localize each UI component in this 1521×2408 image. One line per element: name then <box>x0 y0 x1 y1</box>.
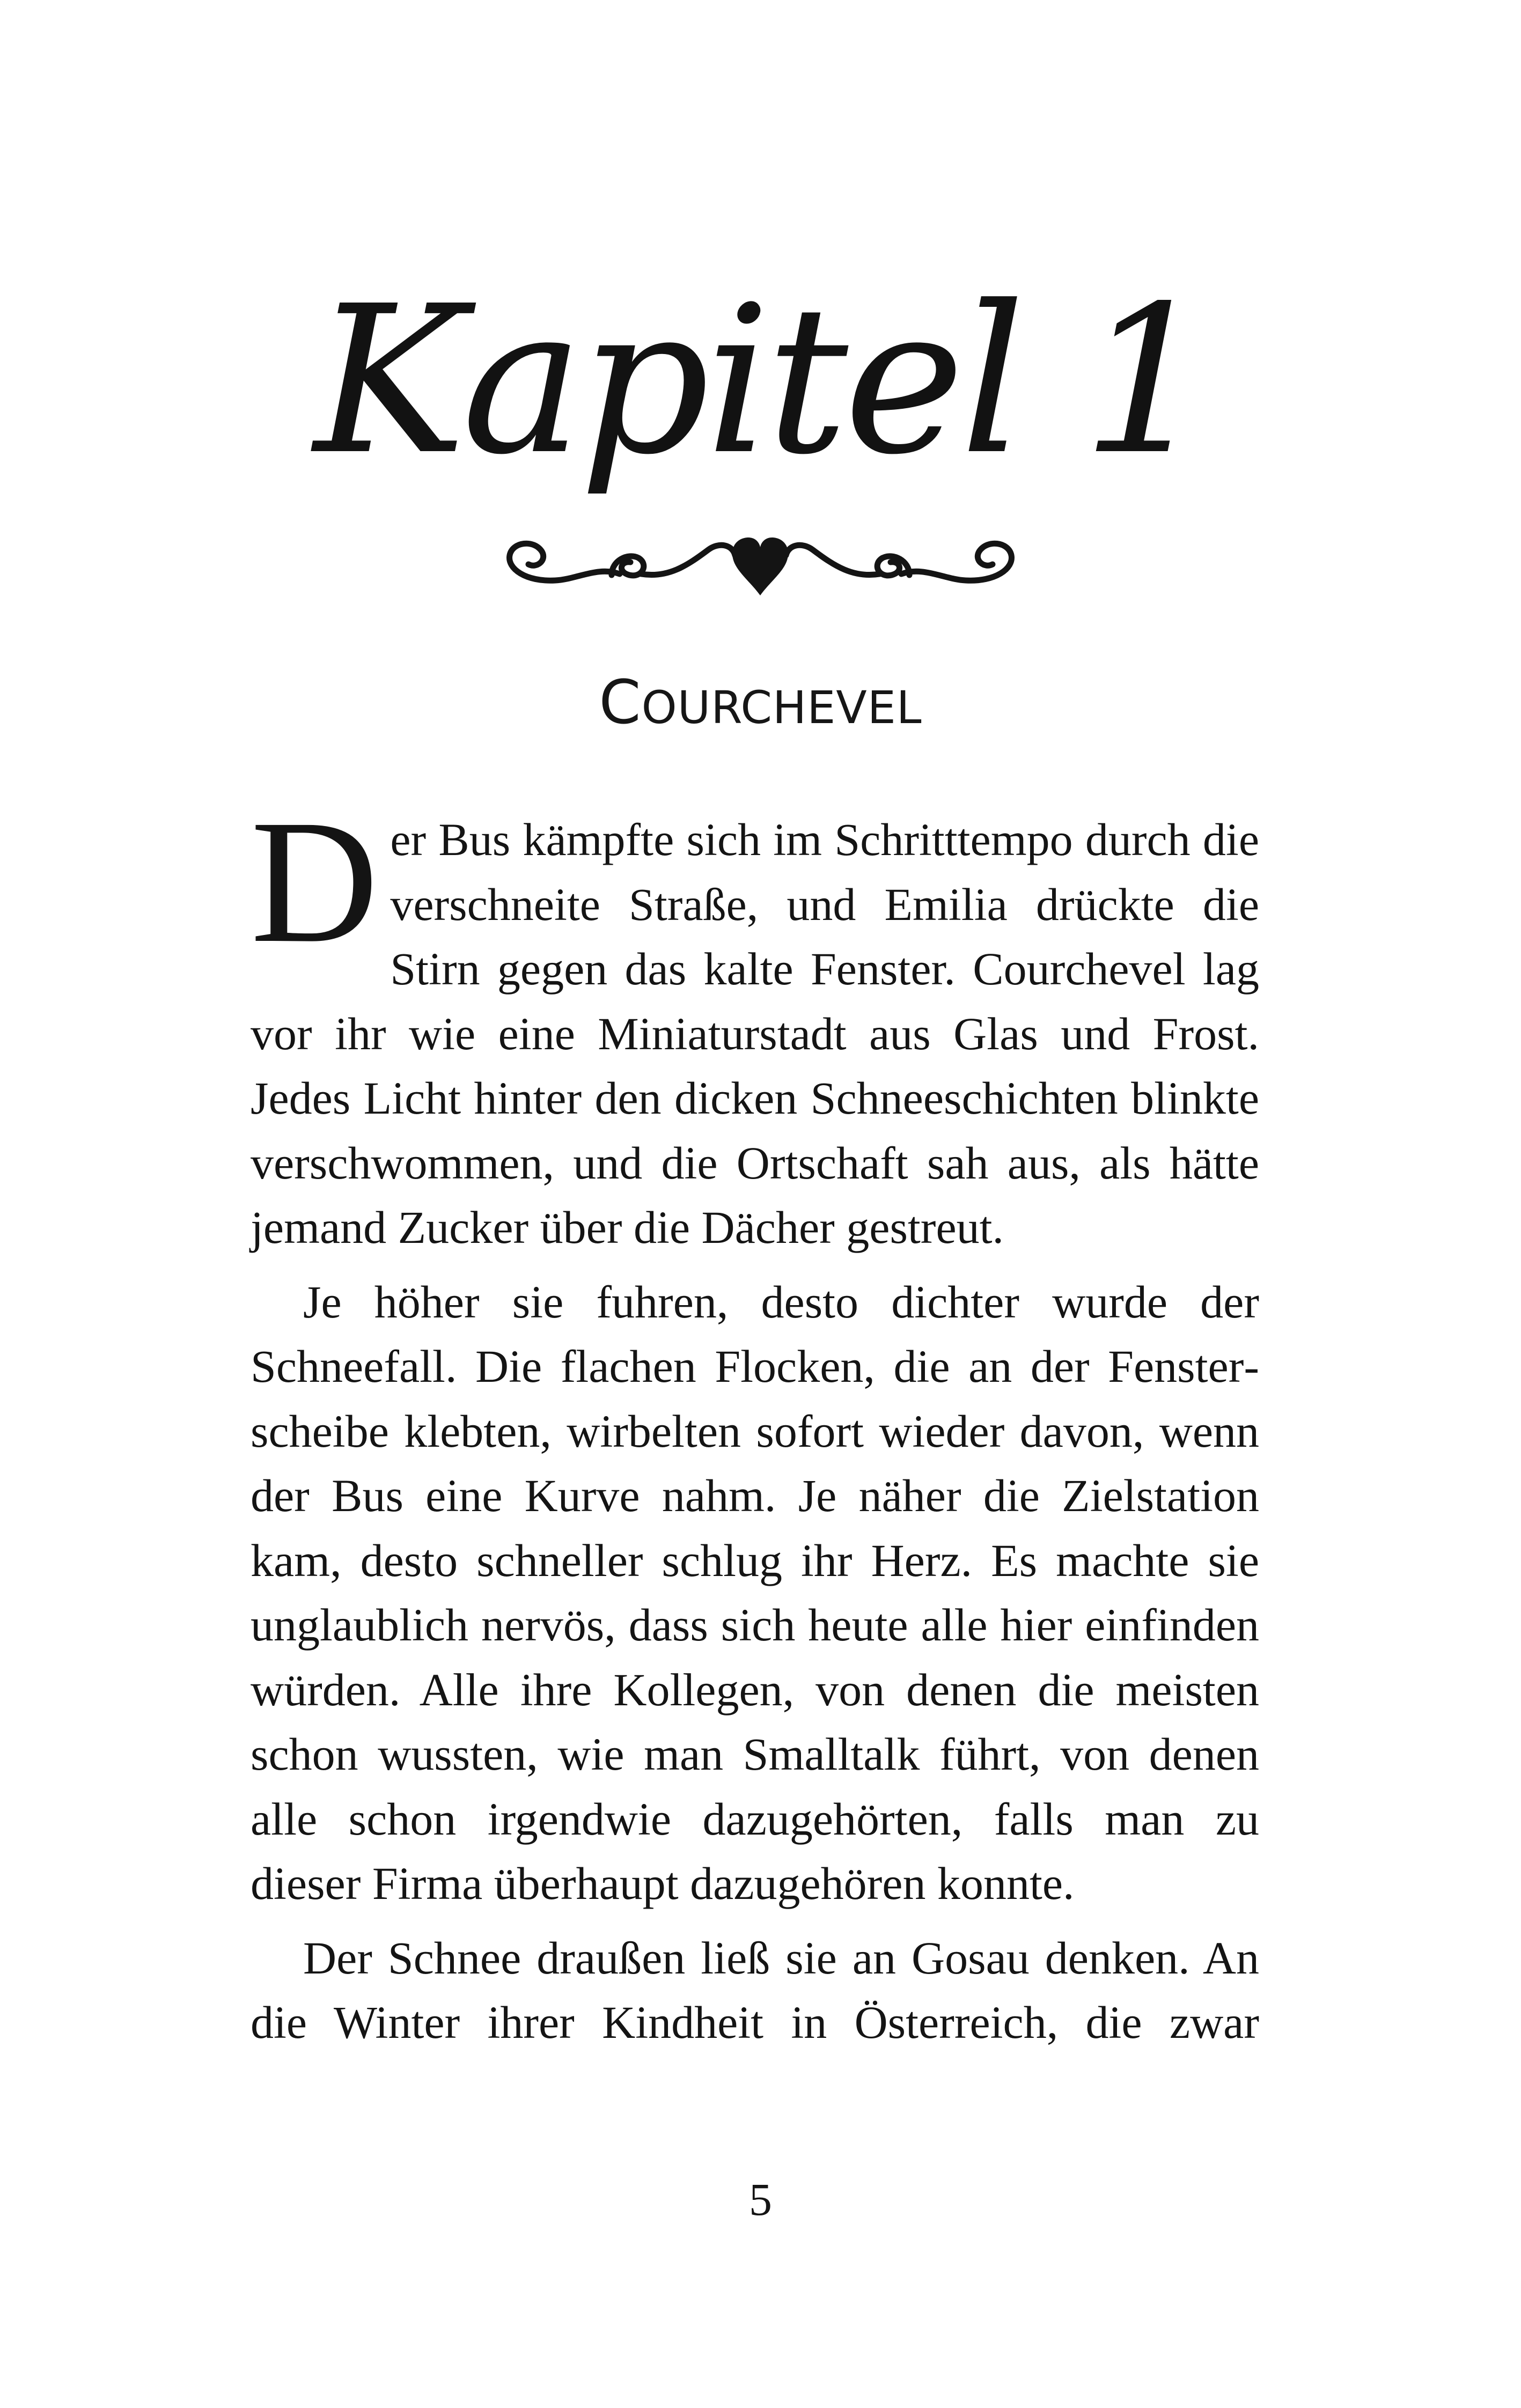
chapter-subtitle <box>0 665 1521 745</box>
body-text <box>251 784 1259 2055</box>
subtitle-rest: OURCHEVEL <box>641 681 922 734</box>
drop-cap: D <box>251 784 379 980</box>
paragraph-1-text: er Bus kämpfte sich im Schritttempo durch die verschneite Straße, und Emilia drückte die Stirn gegen das kalte Fenster. Courchevel lag vor ihr wie eine Miniaturstadt aus Glas und Frost. Jedes Licht hinter den dicken Schneeschichten blinkte verschwommen, und die Ortschaft sah aus, als hätte jemand Zucker über die Dächer gestreut. <box>251 814 1259 1253</box>
chapter-heading: Kapitel 1 <box>314 262 1207 499</box>
paragraph-2: Je höher sie fuhren, desto dichter wurde der Schneefall. Die flachen Flocken, die an der Fensterscheibe klebten, wirbelten sofort wieder davon, wenn der Bus eine Kurve nahm. Je näher die Zielstation kam, desto schneller schlug ihr Herz. Es machte sie unglaublich nervös, dass sich heute alle hier einfinden würden. Alle ihre Kollegen, von denen die meisten schon wussten, wie man Smalltalk führt, von denen alle schon irgendwie dazugehörten, falls man zu dieser Firma überhaupt dazugehören konnte. <box>251 1276 1259 1909</box>
page-number: 5 <box>749 2174 772 2225</box>
paragraph-3: Der Schnee draußen ließ sie an Gosau denken. An die Winter ihrer Kindheit in Österreich, die zwar <box>251 1932 1259 2048</box>
paragraph-1 <box>251 784 1259 1260</box>
heart-flourish-ornament-icon <box>496 515 1025 606</box>
subtitle-initial: C <box>599 668 642 738</box>
